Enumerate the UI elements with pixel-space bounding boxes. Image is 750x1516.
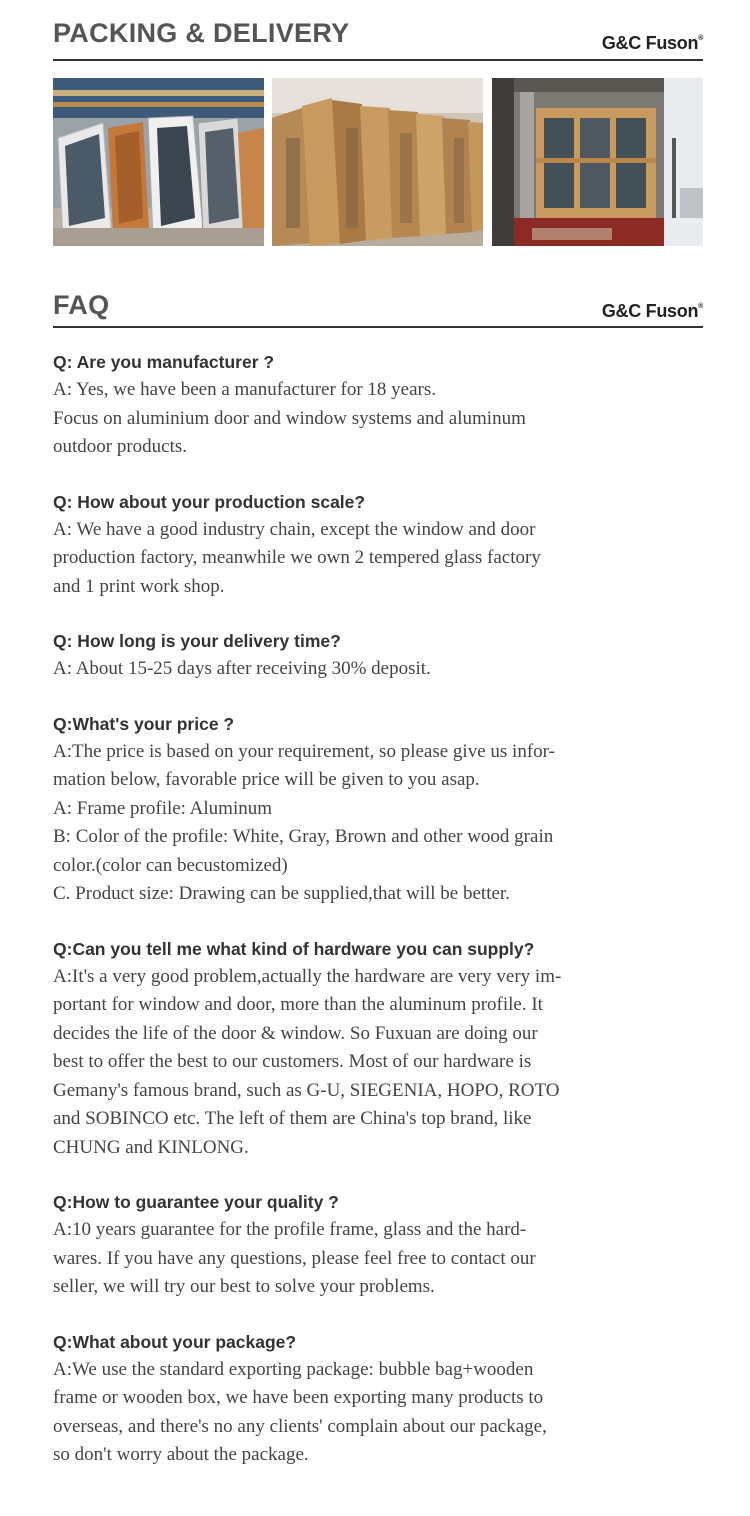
answer-line: production factory, meanwhile we own 2 tempered glass factory bbox=[53, 547, 541, 568]
registered-mark: ® bbox=[698, 35, 703, 42]
answer-line: decides the life of the door & window. So Fuxuan are doing our bbox=[53, 1022, 538, 1044]
faq-answer bbox=[53, 516, 703, 602]
faq-item bbox=[53, 1328, 703, 1470]
answer-line: A: Frame profile: Aluminum bbox=[53, 797, 273, 819]
warehouse-windows-photo bbox=[53, 78, 264, 246]
faq-answer bbox=[53, 1356, 703, 1470]
answer-line: A:It's a very good problem,actually the hardware are very very im- bbox=[53, 965, 562, 987]
faq-item bbox=[53, 935, 703, 1163]
stacked-wooden-frames-photo bbox=[272, 78, 483, 246]
faq-item bbox=[53, 710, 703, 909]
faq-question: Q:What about your package? bbox=[53, 1331, 297, 1352]
packing-delivery-header bbox=[53, 0, 703, 61]
answer-line: and SOBINCO etc. The left of them are China's top brand, like bbox=[53, 1108, 532, 1129]
faq-item bbox=[53, 627, 703, 684]
brand-name: G&C Fuson bbox=[601, 33, 699, 53]
answer-line: A: Yes, we have been a manufacturer for 18 years. bbox=[53, 379, 437, 400]
answer-line: overseas, and there's no any clients' complain about our package, bbox=[53, 1415, 547, 1437]
answer-line: frame or wooden box, we have been exporting many products to bbox=[53, 1387, 544, 1408]
brand-logo bbox=[602, 33, 703, 54]
answer-line: C. Product size: Drawing can be supplied,that will be better. bbox=[53, 883, 510, 904]
registered-mark: ® bbox=[698, 303, 703, 310]
answer-line: Focus on aluminium door and window systems and aluminum bbox=[53, 407, 526, 429]
faq-header bbox=[53, 260, 703, 328]
answer-line: A:The price is based on your requirement, so please give us infor- bbox=[53, 740, 555, 762]
answer-line: so don't worry about the package. bbox=[53, 1444, 309, 1465]
faq-answer bbox=[53, 1216, 703, 1302]
faq-question: Q:How to guarantee your quality ? bbox=[53, 1192, 339, 1212]
brand-logo bbox=[602, 301, 703, 322]
answer-line: seller, we will try our best to solve your problems. bbox=[53, 1276, 435, 1297]
answer-line: best to offer the best to our customers. Most of our hardware is bbox=[53, 1051, 532, 1072]
faq-question: Q: Are you manufacturer ? bbox=[53, 352, 275, 372]
faq-item bbox=[53, 1188, 703, 1302]
faq-question: Q: How about your production scale? bbox=[53, 491, 366, 512]
faq-list bbox=[53, 348, 703, 1496]
answer-line: A: We have a good industry chain, except the window and door bbox=[53, 518, 536, 540]
faq-answer bbox=[53, 655, 703, 684]
answer-line: outdoor products. bbox=[53, 436, 188, 457]
faq-item bbox=[53, 488, 703, 602]
faq-answer bbox=[53, 376, 703, 462]
answer-line: and 1 print work shop. bbox=[53, 575, 225, 597]
answer-line: A: About 15-25 days after receiving 30% deposit. bbox=[53, 658, 431, 679]
brand-name: G&C Fuson bbox=[601, 301, 699, 321]
answer-line: mation below, favorable price will be given to you asap. bbox=[53, 769, 480, 790]
answer-line: A:We use the standard exporting package: bubble bag+wooden bbox=[53, 1358, 534, 1380]
answer-line: color.(color can becustomized) bbox=[53, 854, 288, 876]
packing-delivery-title: PACKING & DELIVERY bbox=[53, 18, 350, 48]
answer-line: CHUNG and KINLONG. bbox=[53, 1136, 249, 1158]
answer-line: A:10 years guarantee for the profile frame, glass and the hard- bbox=[53, 1219, 527, 1240]
faq-question: Q: How long is your delivery time? bbox=[53, 631, 341, 651]
answer-line: wares. If you have any questions, please feel free to contact our bbox=[53, 1247, 536, 1269]
container-loading-photo bbox=[492, 78, 703, 246]
faq-answer bbox=[53, 738, 703, 909]
faq-title: FAQ bbox=[53, 290, 110, 320]
packing-photos bbox=[53, 78, 703, 246]
faq-answer bbox=[53, 963, 703, 1163]
faq-question: Q:Can you tell me what kind of hardware you can supply? bbox=[53, 938, 535, 959]
answer-line: B: Color of the profile: White, Gray, Brown and other wood grain bbox=[53, 826, 554, 847]
faq-question: Q:What's your price ? bbox=[53, 713, 235, 734]
answer-line: portant for window and door, more than the aluminum profile. It bbox=[53, 994, 543, 1015]
faq-item bbox=[53, 348, 703, 462]
answer-line: Gemany's famous brand, such as G-U, SIEGENIA, HOPO, ROTO bbox=[53, 1079, 560, 1101]
